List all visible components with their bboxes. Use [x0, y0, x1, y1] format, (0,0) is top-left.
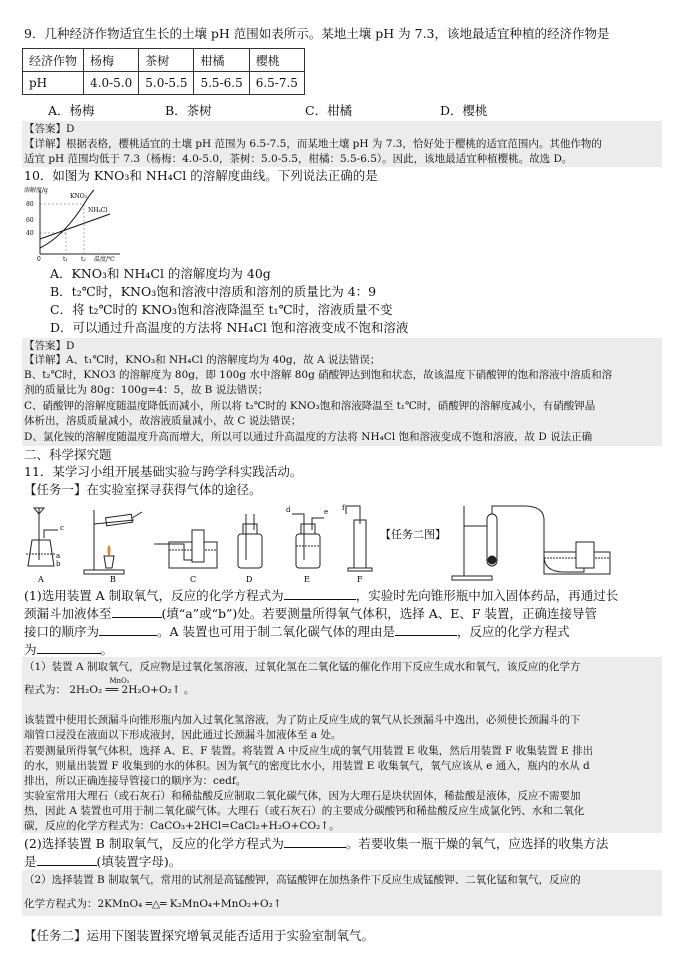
apparatus-a	[26, 508, 61, 566]
q11-explanation: 端管口浸没在液面以下形成液封，因此通过长颈漏斗加液体至 a 处。	[24, 729, 342, 741]
question-text: 。A 装置也可用于制二氧化碳气体的理由是	[157, 624, 396, 639]
q11-explanation: 若要测量所得氧气体积，选择 A、E、F 装置。将装置 A 中反应生成的氧气用装置 E 收集，然后用装置 F 收集装置 E 排出	[24, 745, 594, 757]
catalyst-label: MnO₂	[109, 677, 130, 685]
q9-detail: 【详解】根据表格，樱桃适宜的土壤 pH 范围为 6.5-7.5，而某地土壤 pH 为 7.3，恰好处于樱桃的适宜范围内。其他作物的	[24, 138, 602, 150]
answer-blank[interactable]	[284, 847, 346, 848]
q11-stem: 11．某学习小组开展基础实验与跨学科实践活动。	[24, 464, 303, 479]
q11-explanation: 化学方程式为：2KMnO₄ ═△═ K₂MnO₄+MnO₂+O₂↑	[24, 898, 282, 910]
question-text: 。若要收集一瓶干燥的氧气，应选择的收集方法	[345, 836, 609, 851]
question-text: ，实验时先向锥形瓶中加入固体药品，再通过长	[355, 588, 619, 603]
q9-option-a: A．杨梅	[48, 103, 95, 118]
apparatus-label: C	[190, 575, 197, 584]
apparatus-e	[292, 514, 324, 568]
graph-xtick: t₁	[63, 256, 68, 262]
table-cell: 杨梅	[84, 49, 139, 72]
apparatus-label: F	[357, 575, 363, 584]
level-label: a	[56, 552, 61, 560]
q11-explanation: 实验室常用大理石（或石灰石）和稀盐酸反应制取二氧化碳气体，因为大理石是块状固体，稀盐酸是液体，反应不需要加	[24, 790, 581, 802]
q10-detail: 体析出，溶质质量减小，故溶液质量减小，故 C 说法错误；	[24, 415, 302, 427]
task2-title: 【任务二】运用下图装置探究增氧灵能否适用于实验室制氧气。	[24, 928, 375, 943]
answer-blank[interactable]	[99, 635, 157, 636]
graph-ytick: 80	[26, 201, 34, 208]
table-cell: 柑橘	[194, 49, 249, 72]
q11-explanation: （1）装置 A 制取氧气，反应物是过氧化氢溶液，过氧化氢在二氧化锰的催化作用下反应生成水和氧气，该反应的化学方	[24, 661, 581, 673]
apparatus-label: D	[246, 575, 253, 584]
q9-detail: 适宜 pH 范围均低于 7.3（杨梅：4.0-5.0，茶树：5.0-5.5，柑橘：5.5-6.5）。因此，该地最适宜种植樱桃。故选 D。	[24, 153, 573, 165]
question-text: 是	[24, 854, 37, 869]
apparatus-label: E	[304, 575, 310, 584]
question-text: (1)选用装置 A 制取氧气，反应的化学方程式为	[24, 588, 284, 603]
q10-detail: C、硝酸钾的溶解度随温度降低而减小，所以将 t₂℃时的 KNO₃饱和溶液降温至 t₁℃时，硝酸钾的溶解度减小，有硝酸钾晶	[24, 400, 596, 412]
task1-title: 【任务一】在实验室探寻获得气体的途径。	[24, 482, 262, 497]
q11-explanation: 的水，则量出装置 F 收集到的水的体积。因为氧气的密度比水小，用装置 E 收集氧气，氧气应该从 e 通入，瓶内的水从 d	[24, 760, 590, 772]
graph-curve-label: NH₄Cl	[88, 207, 108, 214]
question-text: (填“a”或“b”)处。若要测量所得氧气体积，选择 A、E、F 装置，正确连接导管	[161, 606, 598, 621]
q9-option-b: B．茶树	[165, 103, 212, 118]
solubility-graph	[24, 184, 124, 262]
q10-option-a: A．KNO₃和 NH₄Cl 的溶解度均为 40g	[50, 266, 271, 281]
q11-part2-line	[24, 854, 181, 870]
q10-detail: D、氯化铵的溶解度随温度升高而增大，所以可以通过升高温度的方法将 NH₄Cl 饱和溶液变成不饱和溶液，故 D 说法正确	[24, 431, 593, 443]
q9-option-c: C．柑橘	[305, 103, 353, 118]
q9-answer: 【答案】D	[24, 123, 75, 135]
table-cell: 4.0-5.0	[84, 72, 139, 95]
question-text: 接口的顺序为	[24, 624, 100, 639]
section-title: 二、科学探究题	[24, 447, 112, 462]
equation	[69, 677, 195, 697]
q9-ph-table	[22, 48, 305, 95]
q11-explanation: 该装置中使用长颈漏斗向锥形瓶内加入过氧化氢溶液，为了防止反应生成的氧气从长颈漏斗中逸出，必须使长颈漏斗的下	[24, 714, 581, 726]
task2-apparatus	[452, 506, 610, 580]
graph-ytick: 60	[26, 217, 34, 224]
q10-detail: B、t₂℃时，KNO3 的溶解度为 80g，即 100g 水中溶解 80g 硝酸钾达到饱和状态，故该温度下硝酸钾的饱和溶液中溶质和溶	[24, 369, 613, 381]
equation-text: 2H₂O₂ ══ 2H₂O+O₂↑ 。	[69, 684, 195, 696]
answer-blank[interactable]	[112, 617, 162, 618]
q10-option-b: B．t₂℃时，KNO₃饱和溶液中溶质和溶剂的质量比为 4：9	[50, 284, 377, 299]
table-row	[23, 72, 305, 95]
apparatus-b	[84, 510, 142, 574]
apparatus-figure	[24, 500, 664, 586]
q10-option-c: C．将 t₂℃时的 KNO₃饱和溶液降温至 t₁℃时，溶液质量不变	[50, 302, 393, 317]
connector-label: e	[324, 508, 329, 516]
q11-part2-line	[24, 836, 608, 852]
answer-blank[interactable]	[284, 599, 356, 600]
table-cell: 5.5-6.5	[194, 72, 249, 95]
q10-detail: 剂的质量比为 80g：100g=4：5，故 B 说法错误；	[24, 384, 269, 396]
q11-part1-line	[24, 624, 570, 640]
graph-curve-label: KNO₃	[70, 193, 88, 200]
question-text: (2)选择装置 B 制取氧气，反应的化学方程式为	[24, 836, 284, 851]
eq-prefix: 程式为：	[24, 684, 66, 696]
q9-stem: 9．几种经济作物适宜生长的土壤 pH 范围如表所示。某地土壤 pH 为 7.3，该地最适宜种植的经济作物是	[24, 26, 610, 41]
apparatus-d	[238, 514, 262, 568]
connector-label: f	[342, 504, 345, 512]
graph-xlabel: 温度/℃	[94, 256, 115, 262]
answer-blank[interactable]	[37, 865, 97, 866]
q10-stem: 10．如图为 KNO₃和 NH₄Cl 的溶解度曲线。下列说法正确的是	[24, 168, 378, 183]
q11-part1-line	[24, 606, 597, 622]
graph-xtick: t₂	[81, 256, 86, 262]
table-row	[23, 49, 305, 72]
apparatus-f	[346, 506, 372, 571]
graph-xtick: 0	[37, 256, 41, 262]
question-text: (填装置字母)。	[96, 854, 182, 869]
question-text: ，反应的化学方程式	[457, 624, 570, 639]
table-cell: pH	[23, 72, 84, 95]
q11-explanation: 碳，反应的化学方程式为：CaCO₃+2HCl=CaCl₂+H₂O+CO₂↑。	[24, 820, 340, 832]
q11-explanation: 排出，所以正确连接导管接口的顺序为：cedf。	[24, 775, 247, 787]
task2-figure-label: 【任务二图】	[380, 528, 446, 541]
graph-ytick: 40	[26, 230, 34, 237]
q11-explanation: （2）选择装置 B 制取氧气，常用的试剂是高锰酸钾，高锰酸钾在加热条件下反应生成锰酸钾、二氧化锰和氧气，反应的	[24, 874, 581, 886]
q9-option-d: D．樱桃	[440, 103, 488, 118]
q10-option-d: D．可以通过升高温度的方法将 NH₄Cl 饱和溶液变成不饱和溶液	[50, 320, 409, 335]
apparatus-label: B	[110, 575, 116, 584]
table-cell: 6.5-7.5	[249, 72, 304, 95]
table-cell: 茶树	[139, 49, 194, 72]
graph-ylabel: 溶解度/g	[24, 187, 48, 194]
answer-blank[interactable]	[37, 653, 101, 654]
q11-part1-line: 为 。	[24, 642, 114, 657]
q10-answer: 【答案】D	[24, 340, 75, 352]
question-text: 为	[24, 642, 37, 657]
apparatus-label: A	[38, 575, 44, 584]
connector-label: d	[286, 506, 291, 514]
connector-label: c	[60, 524, 64, 532]
level-label: b	[56, 560, 61, 568]
q11-explanation: 热，因此 A 装置也可用于制二氧化碳气体。大理石（或石灰石）的主要成分碳酸钙和稀盐酸反应生成氯化钙、水和二氧化	[24, 805, 585, 817]
table-cell: 5.0-5.5	[139, 72, 194, 95]
question-text: 颈漏斗加液体至	[24, 606, 112, 621]
table-cell: 樱桃	[249, 49, 304, 72]
table-cell: 经济作物	[23, 49, 84, 72]
answer-blank[interactable]	[395, 635, 457, 636]
q11-part1-line	[24, 588, 618, 604]
q10-detail: 【详解】A、t₁℃时，KNO₃和 NH₄Cl 的溶解度均为 40g，故 A 说法错误；	[24, 354, 381, 366]
q11-explanation	[24, 677, 195, 697]
apparatus-c	[154, 530, 217, 568]
